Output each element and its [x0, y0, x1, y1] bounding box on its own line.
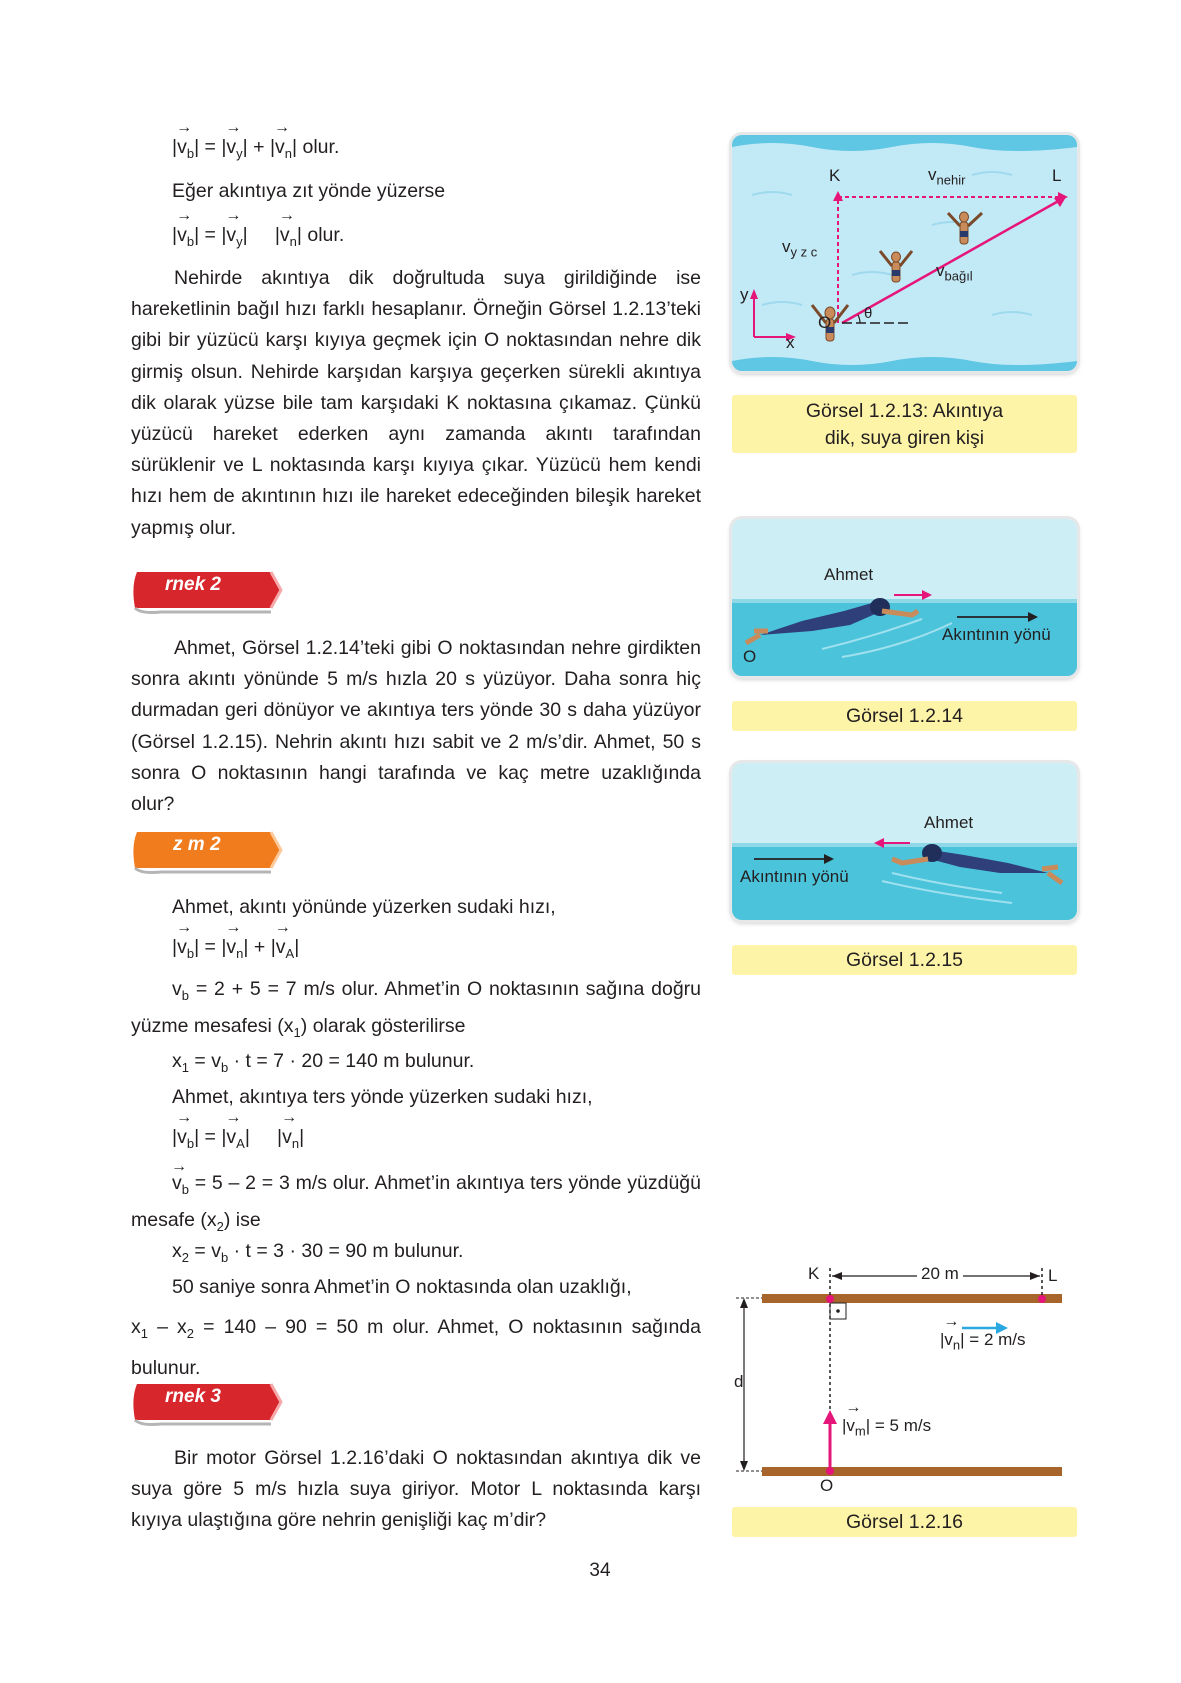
fig13-label-vnehir: $v_{nehir}$ [928, 165, 966, 188]
page-number: 34 [589, 1560, 611, 1581]
figure-1-2-16 [732, 1262, 1077, 1502]
fig13-label-x: x [786, 333, 795, 352]
caption-1-2-13: Görsel 1.2.13: Akıntıya dik, suya giren kişi [732, 395, 1077, 453]
figure-1-2-13 [732, 135, 1077, 371]
figure-1-2-15 [732, 763, 1077, 920]
cozum-2-x1: $x_1 = v_b \cdot t = 7 \cdot 20 = 140$ m bulunur. [172, 1050, 475, 1075]
fig16-label-vm: |→ $v_m| = 5$ m/s [842, 1416, 931, 1438]
caption-1-2-15: Görsel 1.2.15 [732, 945, 1077, 975]
fig16-label-L: L [1048, 1266, 1058, 1285]
fig13-label-y: y [740, 285, 749, 304]
cozum-2-eq2: |→ $v_b|$ = |→ $v_A|$ |→ $v_n|$ [172, 1126, 304, 1151]
caption-1-2-16: Görsel 1.2.16 [732, 1507, 1077, 1537]
fig16-label-vn: |→ $v_n| = 2$ m/s [940, 1330, 1026, 1352]
paragraph-bilesik-hareket: Nehirde akıntıya dik doğrultuda suya girildiğinde ise hareketlinin bağıl hızı farklı hesaplanır. Örneğin Görsel 1.2.13’teki gibi bir yüzücü karşı kıyıya geçmek için O noktasından nehre dik girmiş olsun. Nehirde karşıdan karşıya geçerken sürekli akıntıya dik olarak yüzse bile tam karşıdaki K noktasına çıkamaz. Çünkü yüzücü hareket ederken aynı zamanda akıntı tarafından sürüklenir ve L noktasında karşı kıyıya çıkar. Yüzücü hem kendi hızı hem de akıntının hızı ile hareket edeceğinden bileşik hareket yapmış olur. [131, 267, 701, 539]
cozum-2-tag: z m 2 [131, 826, 291, 872]
figure-1-2-14 [732, 519, 1077, 676]
fig15-label-flow: Akıntının yönü [740, 867, 849, 886]
fig13-label-K: K [829, 166, 841, 185]
ornek-3-tag: rnek 3 [131, 1378, 291, 1424]
fig14-label-flow: Akıntının yönü [942, 625, 1051, 644]
equation-vb-sum: |→ $v_b|$ = |→ $v_y|$ + |→ $v_n|$ olur. [172, 136, 339, 161]
fig13-label-O: O [818, 313, 832, 332]
fig14-label-O: O [743, 647, 757, 666]
cozum-2-line1: Ahmet, akıntı yönünde yüzerken sudaki hızı, [172, 896, 556, 918]
line-zit-yon: Eğer akıntıya zıt yönde yüzerse [172, 180, 446, 202]
fig14-label-ahmet: Ahmet [824, 565, 874, 584]
cozum-2-line5: Ahmet, akıntıya ters yönde yüzerken sudaki hızı, [172, 1086, 593, 1108]
fig13-label-vbagil: $v_{bağıl}$ [936, 261, 973, 284]
cozum-2-x2: $x_2 = v_b \cdot t = 3 \cdot 30 = 90$ m bulunur. [172, 1240, 464, 1265]
cozum-2-result: $x_1 - x_2 = 140 - 90 = 50$ m olur. Ahmet, O noktasının sağında bulunur. [131, 1316, 701, 1379]
caption-1-2-14: Görsel 1.2.14 [732, 701, 1077, 731]
fig13-label-vy: $v_{y z c}$ [782, 237, 818, 260]
ornek-3-text: Bir motor Görsel 1.2.16’daki O noktasından akıntıya dik ve suya göre 5 m/s hızla suya giriyor. Motor L noktasında karşı kıyıya ulaştığına göre nehrin genişliği kaç m’dir? [131, 1447, 701, 1532]
fig16-label-K: K [808, 1264, 820, 1283]
ornek-2-tag: rnek 2 [131, 566, 291, 612]
fig16-label-O: O [820, 1476, 834, 1495]
fig16-label-d: d [734, 1372, 744, 1391]
cozum-2-line7: → $v_b = 5 - 2 = 3$ m/s olur. Ahmet’in akıntıya ters yönde yüzdüğü mesafe $(x_2)$ ise [131, 1168, 701, 1242]
cozum-2-line3: $v_b = 2 + 5 = 7$ m/s olur. Ahmet’in O noktasının sağına doğru yüzme mesafesi $(x_1)$ olarak gösterilirse [131, 978, 701, 1040]
fig13-label-theta: θ [864, 305, 873, 322]
fig15-label-ahmet: Ahmet [924, 813, 974, 832]
ornek-2-text: Ahmet, Görsel 1.2.14’teki gibi O noktasından nehre girdikten sonra akıntı yönünde 5 m/s hızla 20 s yüzüyor. Daha sonra hiç durmadan geri dönüyor ve akıntıya ters yönde 30 s daha yüzüyor (Görsel 1.2.15). Nehrin akıntı hızı sabit ve 2 m/s’dir. Ahmet, 50 s sonra O noktasının hangi tarafında ve kaç metre uzaklığında olur? [131, 637, 701, 816]
fig13-label-L: L [1052, 166, 1062, 185]
cozum-2-line9: 50 saniye sonra Ahmet’in O noktasında olan uzaklığı, [172, 1276, 632, 1298]
cozum-2-eq1: |→ $v_b|$ = |→ $v_n|$ + |→ $v_A|$ [172, 936, 299, 961]
equation-vb-diff: |→ $v_b|$ = |→ $v_y|$ |→ $v_n|$ olur. [172, 224, 344, 249]
fig16-label-distance: 20 m [917, 1264, 963, 1284]
